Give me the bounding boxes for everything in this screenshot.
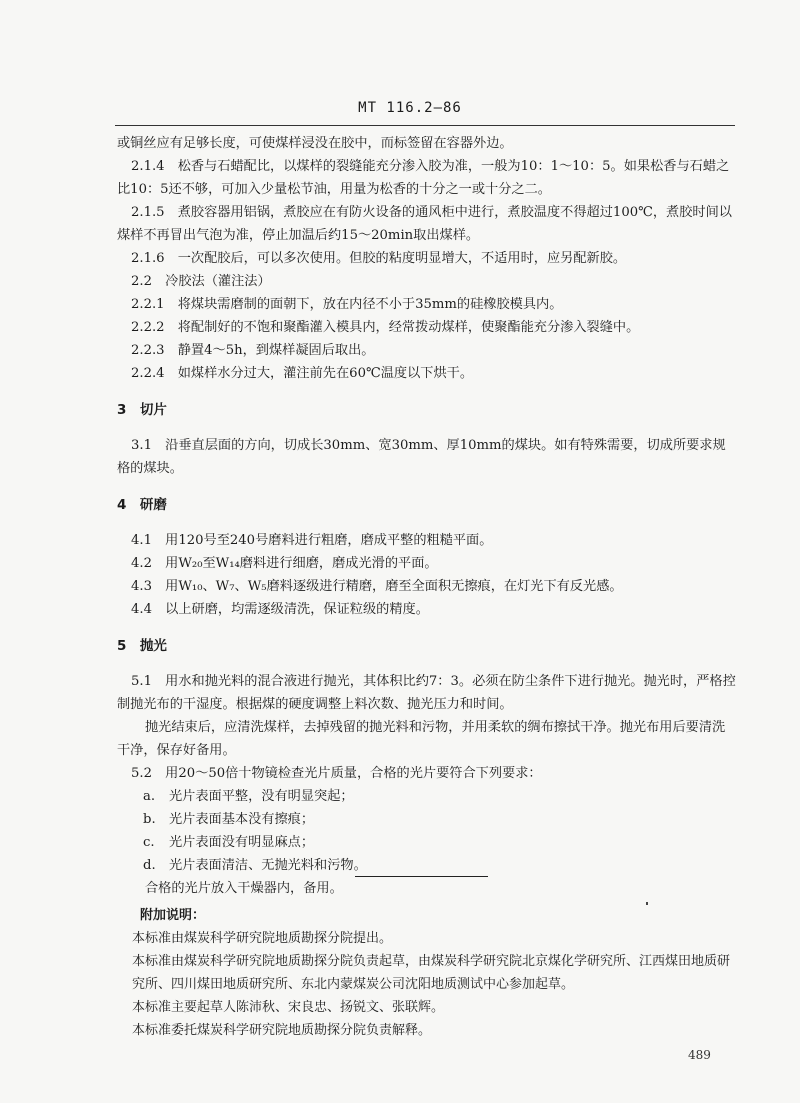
paragraph-2-1-5: 2.1.5 煮胶容器用铝锅，煮胶应在有防火设备的通风柜中进行，煮胶温度不得超过100℃，煮胶时间以煤样不再冒出气泡为准，停止加温后约15～20min取出煤样。 [117,205,732,243]
paragraph-2-2-3: 2.2.3 静置4～5h，到煤样凝固后取出。 [131,343,375,358]
list-marker: a. [143,789,156,804]
paragraph-4-4: 4.4 以上研磨，均需逐级清洗，保证粒级的精度。 [131,602,429,617]
paragraph-5-2: 5.2 用20～50倍十物镜检查光片质量，合格的光片要符合下列要求： [131,766,542,781]
main-content [117,132,737,900]
notes-line: 本标准由煤炭科学研究院地质勘探分院提出。 [132,931,393,946]
paragraph-5-1: 5.1 用水和抛光料的混合液进行抛光，其体积比约7：3。必须在防尘条件下进行抛光。抛光时，严格控制抛光布的干湿度。根据煤的硬度调整上料次数、抛光压力和时间。 [117,674,736,712]
notes-line: 本标准由煤炭科学研究院地质勘探分院负责起草，由煤炭科学研究院北京煤化学研究所、江西煤田地质研究所、四川煤田地质研究所、东北内蒙煤炭公司沈阳地质测试中心参加起草。 [132,954,731,992]
paragraph-2-2-1: 2.2.1 将煤块需磨制的面朝下，放在内径不小于35mm的硅橡胶模具内。 [131,297,563,312]
notes-line: 本标准委托煤炭科学研究院地质勘探分院负责解释。 [132,1023,432,1038]
list-marker: d. [143,858,156,873]
section-3-title: 3 切片 [117,402,167,418]
paragraph-2-2-4: 2.2.4 如煤样水分过大，灌注前先在60℃温度以下烘干。 [131,366,474,381]
list-item [117,854,737,877]
paragraph-5-1-cont: 抛光结束后，应清洗煤样，去掉残留的抛光料和污物，并用柔软的绸布擦拭干净。抛光布用后要清洗干净，保存好备用。 [117,720,726,758]
heading-2-2: 2.2 冷胶法（灌注法） [131,274,271,289]
list-marker: b. [143,812,156,827]
paragraph-continuation: 或铜丝应有足够长度，可使煤样浸没在胶中，而标签留在容器外边。 [117,136,513,151]
list-marker: c. [143,835,155,850]
list-item [117,785,737,808]
notes-line: 本标准主要起草人陈沛秋、宋良忠、扬锐文、张联辉。 [132,1000,445,1015]
list-item-text: 光片表面基本没有擦痕； [169,812,315,827]
list-item-text: 光片表面清洁、无抛光料和污物。 [169,858,367,873]
paragraph-4-3: 4.3 用W₁₀、W₇、W₅磨料逐级进行精磨，磨至全面积无擦痕，在灯光下有反光感。 [131,579,623,594]
section-5-title: 5 抛光 [117,638,167,654]
additional-notes [132,904,740,1042]
paragraph-4-1: 4.1 用120号至240号磨料进行粗磨，磨成平整的粗糙平面。 [131,533,493,548]
paragraph-5-2-conclusion: 合格的光片放入干燥器内，备用。 [145,881,343,896]
paragraph-2-1-6: 2.1.6 一次配胶后，可以多次使用。但胶的粘度明显增大，不适用时，应另配新胶。 [131,251,627,266]
notes-title: 附加说明： [140,908,206,923]
list-item-text: 光片表面没有明显麻点； [169,835,315,850]
header-rule [115,125,735,126]
paragraph-4-2: 4.2 用W₂₀至W₁₄磨料进行细磨，磨成光滑的平面。 [131,556,438,571]
section-4-title: 4 研磨 [117,497,167,513]
standard-code-header: MT 116.2—86 [358,100,462,116]
page-number: 489 [688,1048,711,1062]
paragraph-2-1-4: 2.1.4 松香与石蜡配比，以煤样的裂缝能充分渗入胶为准，一般为10：1～10：5。如果松香与石蜡之比10：5还不够，可加入少量松节油，用量为松香的十分之一或十分之二。 [117,159,730,197]
list-item [117,808,737,831]
paragraph-3-1: 3.1 沿垂直层面的方向，切成长30mm、宽30mm、厚10mm的煤块。如有特殊需要，切成所要求规格的煤块。 [117,438,726,476]
section-divider [355,876,488,877]
paragraph-2-2-2: 2.2.2 将配制好的不饱和聚酯灌入模具内，经常拨动煤样，使聚酯能充分渗入裂缝中。 [131,320,640,335]
list-item-text: 光片表面平整，没有明显突起； [169,789,354,804]
list-item [117,831,737,854]
